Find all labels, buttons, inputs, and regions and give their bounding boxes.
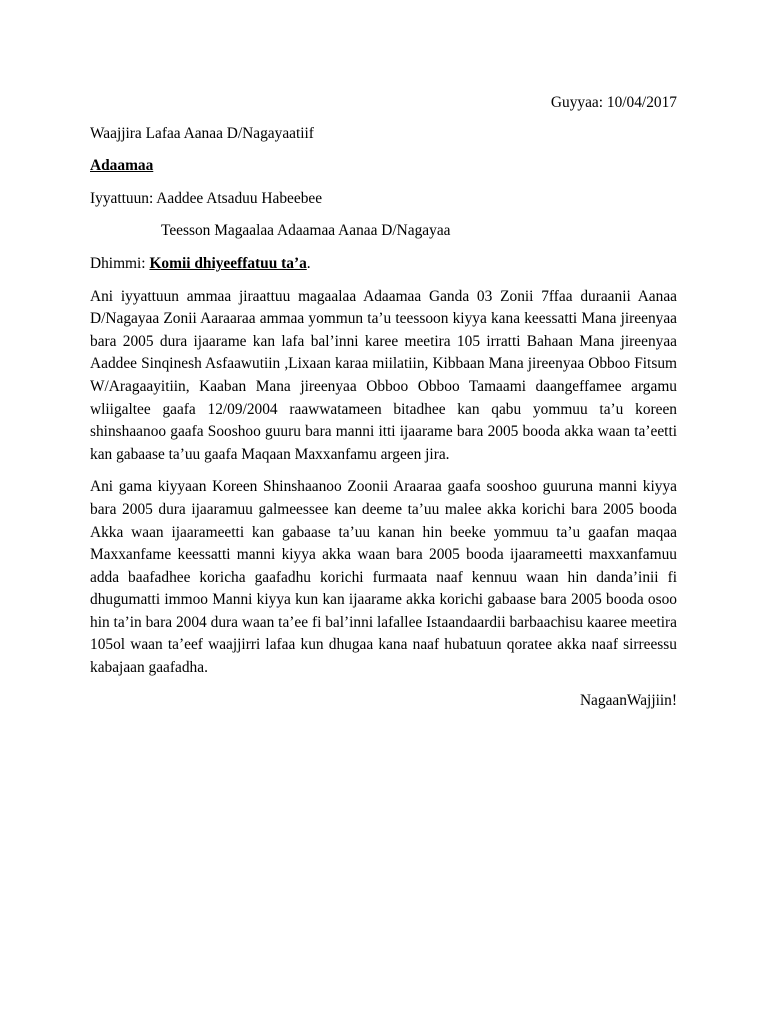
letter-content (90, 92, 677, 712)
addressee-office: Waajjira Lafaa Aanaa D/Nagayaatiif (90, 124, 314, 142)
closing-line: NagaanWajjiin! (579, 691, 677, 709)
body-paragraph-1: Ani iyyattuun ammaa jiraattuu magaalaa Adaamaa Ganda 03 Zonii 7ffaa duraanii Aanaa D/Nagayaa Zonii Aaraaraa ammaa yommun ta’u teessoon kiyya kana keessatti Mana jireenyaa bara 2005 dura ijaarame kan lafa bal’inni karee meetira 105 irratti Bahaan Mana jireenyaa Aaddee Sinqinesh Asfaawutiin ,Lixaan karaa miilatiin, Kibbaan Mana jireenyaa Obboo Fitsum W/Aragaayitiin, Kaaban Mana jireenyaa Obboo Obboo Tamaami daangeffamee argamu wliigaltee gaafa 12/09/2004 raawwatameen bitadhee kan qabu yommuu ta’u koreen shinshaanoo gaafa Sooshoo guuru bara manni itti ijaarame bara 2005 booda akka waan ta’eetti kan gabaase ta’uu gaafa Maqaan Maxxanfamu argeen jira. (90, 287, 677, 463)
body-paragraph-2: Ani gama kiyyaan Koreen Shinshaanoo Zoonii Araaraa gaafa sooshoo guuruna manni kiyya bara 2005 dura ijaaramuu galmeessee kan deeme ta’uu malee akka korichi bara 2005 booda Akka waan ijaarameetti kan gabaase ta’uu kanan hin beeke yommuu ta’u gaafan maqaa Maxxanfame keessatti manni kiyya akka waan bara 2005 booda ijaarameetti maxxanfamuu adda baafadhee koricha gaafadhu korichi furmaata naaf kennuu waan hin danda’inii fi dhugumatti immoo Manni kiyya kun kan ijaarame akka korichi gabaase bara 2005 booda osoo hin ta’in bara 2004 dura waan ta’ee fi bal’inni lafallee Istaandaardii barbaachisu kaaree meetira 105ol waan ta’eef waajjirri lafaa kun dhugaa kana naaf hubatuun qoratee akka naaf sirreessu kabajaan gaafadha. (90, 478, 677, 677)
subject-text: Komii dhiyeeffatuu ta’a (149, 254, 307, 272)
sender-address: Teesson Magaalaa Adaamaa Aanaa D/Nagayaa (161, 222, 451, 240)
subject-line (90, 253, 677, 276)
sender-name: Aaddee Atsaduu Habeebee (156, 189, 323, 207)
sender-label: Iyyattuun: (90, 189, 154, 207)
sender-line (90, 188, 677, 211)
subject-label: Dhimmi: (90, 254, 146, 272)
addressee-city-text: Adaamaa (90, 157, 154, 175)
letter-date: Guyyaa: 10/04/2017 (550, 94, 677, 111)
addressee-city (90, 155, 677, 178)
subject-end: . (306, 254, 311, 272)
